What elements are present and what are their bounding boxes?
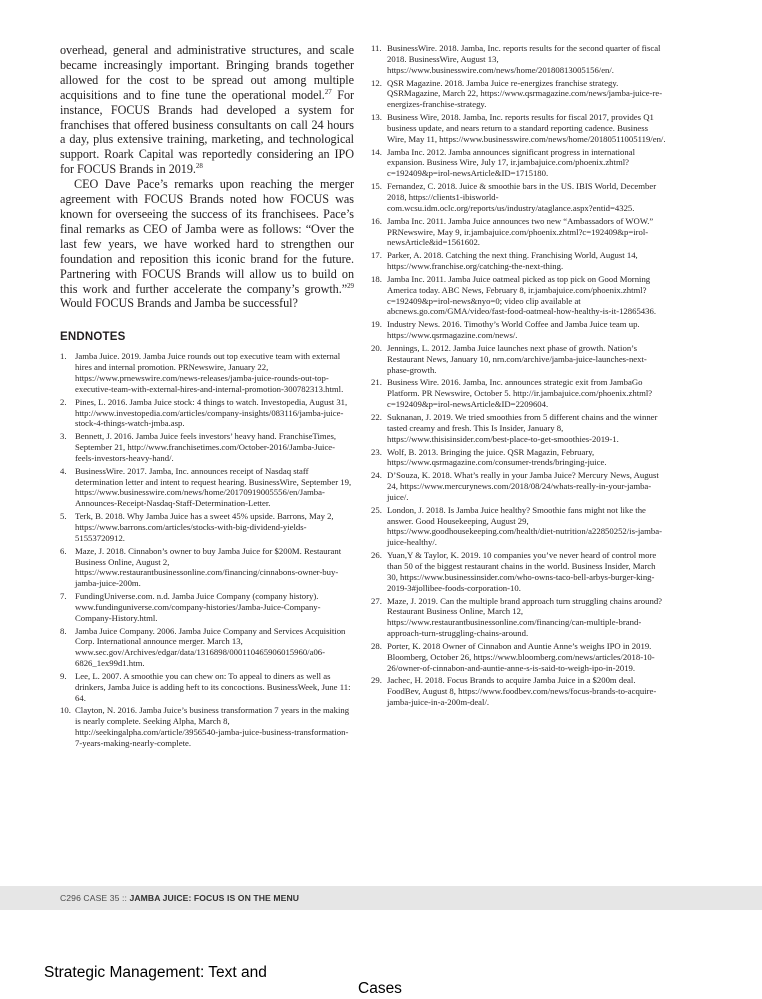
endnote-text: FundingUniverse.com. n.d. Jamba Juice Company (company history). www.fundinguniverse.com/company-histories/Jamba-Juice-Company-Company-History.html. bbox=[75, 591, 321, 623]
endnote-text: Fernandez, C. 2018. Juice & smoothie bars in the US. IBIS World, December 2018, https://clients1-ibisworld-com.wcsu.idm.oclc.org/reports/us/industry/ataglance.aspx?entid=4325. bbox=[387, 181, 657, 213]
endnote-text: Jamba Inc. 2012. Jamba announces significant progress in international expansion. Business Wire, July 17, ir.jambajuice.com/phoenix.zhtml?c=192409&p=irol-newsArticle&ID=1715180. bbox=[387, 146, 636, 179]
endnote-text: Pines, L. 2016. Jamba Juice stock: 4 things to watch. Investopedia, August 31, http://www.investopedia.com/articles/company-insights/083116/jamba-juice-stock-4-things-watch-jmba.asp. bbox=[75, 396, 348, 429]
endnote-item bbox=[372, 641, 666, 674]
endnote-item bbox=[60, 705, 354, 748]
endnote-number: 9. bbox=[60, 670, 67, 681]
endnote-text: Jamba Inc. 2011. Jamba Juice announces two new “Ambassadors of WOW.” PRNewswire, May 9, ir.jambajuice.com/phoenix.zhtml?c=192409&p=irol-newsArticle&id=1561602. bbox=[387, 215, 654, 248]
endnote-number: 15. bbox=[371, 181, 382, 192]
endnote-number: 28. bbox=[371, 640, 382, 651]
endnote-item bbox=[372, 147, 666, 180]
endnote-text: Clayton, N. 2016. Jamba Juice’s business transformation 7 years in the making is nearly complete. Seeking Alpha, March 8, http://seekingalpha.com/article/3956540-jamba-juice-business-transformation-7-years-making-nearly-complete. bbox=[75, 705, 350, 748]
book-title-continued: Cases bbox=[358, 980, 402, 997]
endnote-item bbox=[60, 397, 354, 430]
endnote-number: 6. bbox=[60, 545, 67, 556]
endnote-text: Lee, L. 2007. A smoothie you can chew on: To appeal to diners as well as drinkers, Jamba Juice is adding heft to its concoctions. BusinessWeek, June 11: 64. bbox=[75, 670, 351, 703]
endnote-number: 1. bbox=[60, 351, 67, 362]
endnote-item bbox=[372, 343, 666, 376]
endnote-text: Maze, J. 2019. Can the multiple brand approach turn struggling chains around? Restaurant Business Online, March 12, https://www.restaurantbusinessonline.com/financing/can-multiple-brand-approach-turn-struggling-chains-around. bbox=[387, 595, 663, 639]
endnote-number: 26. bbox=[371, 550, 382, 561]
endnote-item bbox=[372, 412, 666, 445]
endnote-item bbox=[60, 511, 354, 544]
endnote-text: Maze, J. 2018. Cinnabon’s owner to buy Jamba Juice for $200M. Restaurant Business Online, August 2, https://www.restaurantbusinessonline.com/financing/cinnabons-owner-buy-jamba-juice-200m. bbox=[75, 545, 342, 589]
endnote-text: BusinessWire. 2018. Jamba, Inc. reports results for the second quarter of fiscal 2018. BusinessWire, August 13, https://www.businesswire.com/news/home/20180813005156/en/. bbox=[387, 43, 661, 75]
endnote-item bbox=[60, 431, 354, 464]
endnote-item bbox=[372, 216, 666, 249]
body-paragraph: overhead, general and administrative structures, and scale became increasingly important. Bringing brands together allowed for the cost to be spread out among multiple acquisitions and to fine tune the operational model.$^{27}$ For instance, FOCUS Brands had developed a system for franchises that offered business consultants on call 24 hours a day, plus extensive training, marketing, and technological support. Roark Capital was reportedly considering an IPO for FOCUS Brands in 2019.28 bbox=[60, 43, 354, 177]
endnote-item bbox=[60, 591, 354, 624]
endnote-item bbox=[60, 351, 354, 394]
endnote-text: Jamba Juice Company. 2006. Jamba Juice Company and Services Acquisition Corp. International announce merger. March 13, www.sec.gov/Archives/edgar/data/1316898/000110465906015960/a06-6826_1ex99d1.htm. bbox=[75, 625, 346, 669]
endnote-item bbox=[60, 671, 354, 704]
endnote-text: Jennings, L. 2012. Jamba Juice launches next phase of growth. Nation’s Restaurant News, January 10, nrn.com/archive/jamba-juice-launches-next-phase-growth. bbox=[387, 342, 647, 375]
right-column bbox=[372, 43, 666, 710]
endnote-text: London, J. 2018. Is Jamba Juice healthy? Smoothie fans might not like the answer. Good Housekeeping, August 29, https://www.goodhousekeeping.com/health/diet-nutrition/a22850252/is-jamba-juice-healthy/. bbox=[387, 504, 662, 548]
footnote-ref: 29 bbox=[347, 281, 354, 290]
endnotes-list-left bbox=[60, 351, 354, 749]
endnote-number: 18. bbox=[371, 273, 382, 284]
endnote-text: D’Souza, K. 2018. What’s really in your Jamba Juice? Mercury News, August 24, https://www.mercurynews.com/2018/08/24/whats-really-in-your-jamba-juice/. bbox=[387, 470, 659, 502]
endnote-number: 19. bbox=[371, 319, 382, 330]
endnote-number: 5. bbox=[60, 511, 67, 522]
body-paragraph: CEO Dave Pace’s remarks upon reaching the merger agreement with FOCUS Brands noted how FOCUS was known for overseeing the success of its franchisees. Pace’s final remarks as CEO of Jamba were as follows: “Over the last few years, we have worked hard to strengthen our foundation and reposition this iconic brand for the future. Partnering with FOCUS Brands will allow us to build on this work and further accelerate the company’s growth.”$^{29}$ Would FOCUS Brands and Jamba be successful? bbox=[60, 177, 354, 311]
endnote-number: 22. bbox=[371, 412, 382, 422]
endnote-item bbox=[372, 250, 666, 272]
endnote-item bbox=[60, 466, 354, 509]
endnote-text: Suknanan, J. 2019. We tried smoothies from 5 different chains and the winner tasted creamy and fresh. This Is Insider, January 8, https://www.thisisinsider.com/best-place-to-get-smoothies-2019-1. bbox=[387, 412, 658, 444]
endnote-number: 24. bbox=[371, 470, 382, 481]
endnotes-heading: ENDNOTES bbox=[60, 331, 126, 344]
endnote-text: Bennett, J. 2016. Jamba Juice feels investors’ heavy hand. FranchiseTimes, September 21, http://www.franchisetimes.com/October-2016/Jamba-Juice-feels-investors-heavy-hand/. bbox=[75, 431, 337, 463]
endnote-number: 12. bbox=[371, 77, 382, 88]
endnote-item bbox=[372, 447, 666, 469]
endnote-item bbox=[372, 505, 666, 548]
endnote-item bbox=[60, 546, 354, 589]
endnote-item bbox=[372, 78, 666, 111]
endnote-item bbox=[372, 596, 666, 639]
body-text bbox=[60, 43, 354, 311]
endnote-number: 25. bbox=[371, 504, 382, 515]
endnote-item bbox=[60, 626, 354, 669]
footnote-ref: 28 bbox=[195, 162, 203, 171]
endnote-text: Jamba Inc. 2011. Jamba Juice oatmeal picked as top pick on Good Morning America today. ABC News, February 8, ir.jambajuice.com/phoenix.zhtml?c=192409&p=irol-news&nyo=0; video clip available at abcnews.go.com/GMA/video/fast-food-oatmeal-how-healthy-is-it-12865436. bbox=[387, 273, 657, 317]
endnote-text: QSR Magazine. 2018. Jamba Juice re-energizes franchise strategy. QSRMagazine, March 22, https://www.qsrmagazine.com/news/jamba-juice-re-energizes-franchise-strategy. bbox=[387, 77, 663, 110]
endnote-text: Business Wire, 2018. Jamba, Inc. reports results for fiscal 2017, provides Q1 business update, and nears return to a standard reporting cadence. Business Wire, May 11, https://www.businesswire.com/news/home/20180511005119/en/. bbox=[387, 112, 666, 144]
endnote-number: 7. bbox=[60, 591, 67, 602]
running-footer bbox=[60, 893, 299, 903]
endnote-item bbox=[372, 319, 666, 341]
endnote-item bbox=[372, 274, 666, 317]
endnote-number: 8. bbox=[60, 625, 67, 636]
endnote-item bbox=[372, 675, 666, 708]
endnote-text: Yuan,Y & Taylor, K. 2019. 10 companies you’ve never heard of control more than 50 of the biggest restaurant chains in the world. Business Insider, March 30, https://www.businessinsider.com/who-owns-taco-bell-arbys-burger-king-2019-3#jollibee-foods-corporation-10. bbox=[387, 550, 657, 593]
endnote-text: Wolf, B. 2013. Bringing the juice. QSR Magazin, February, https://www.qsrmagazine.com/consumer-trends/bringing-juice. bbox=[387, 446, 607, 468]
endnote-number: 27. bbox=[371, 595, 382, 606]
endnotes-list-right bbox=[372, 43, 666, 708]
endnote-text: Porter, K. 2018 Owner of Cinnabon and Auntie Anne’s weighs IPO in 2019. Bloomberg, October 26, https://www.bloomberg.com/news/articles/2018-10-26/owner-of-cinnabon-and-auntie-anne-s-is-said-to-weigh-ipo-in-2019. bbox=[387, 640, 655, 673]
left-column bbox=[60, 43, 354, 751]
endnote-item bbox=[372, 43, 666, 76]
endnote-number: 21. bbox=[371, 377, 382, 388]
endnote-text: Jachec, H. 2018. Focus Brands to acquire Jamba Juice in a $200m deal. FoodBev, August 8, https://www.foodbev.com/news/focus-brands-to-acquire-jamba-juice-in-a-200m-deal/. bbox=[387, 675, 657, 708]
endnote-number: 20. bbox=[371, 342, 382, 353]
endnote-number: 23. bbox=[371, 446, 382, 457]
case-title: JAMBA JUICE: FOCUS IS ON THE MENU bbox=[129, 893, 300, 903]
endnote-text: Parker, A. 2018. Catching the next thing. Franchising World, August 14, https://www.franchise.org/catching-the-next-thing. bbox=[387, 250, 638, 272]
endnote-number: 29. bbox=[371, 675, 382, 686]
endnote-text: Business Wire. 2016. Jamba, Inc. announces strategic exit from JambaGo Platform. PR Newswire, October 5. http://ir.jambajuice.com/phoenix.zhtml?c=192409&p=irol-newsArticle&ID=2209604. bbox=[387, 377, 653, 410]
endnote-number: 13. bbox=[371, 112, 382, 123]
endnote-item bbox=[372, 181, 666, 214]
footnote-ref: 27 bbox=[324, 87, 332, 96]
page-label: C296 CASE 35 :: bbox=[60, 893, 130, 903]
endnote-number: 16. bbox=[371, 215, 382, 226]
endnote-item bbox=[372, 550, 666, 593]
endnote-number: 10. bbox=[60, 705, 71, 716]
endnote-text: Jamba Juice. 2019. Jamba Juice rounds out top executive team with external hires and internal promotion. PRNewswire, January 22, https://www.prnewswire.com/news-releases/jamba-juice-rounds-out-top-executive-team-with-external-hires-and-internal-promotion-300782313.html. bbox=[75, 351, 344, 394]
endnote-item bbox=[372, 470, 666, 503]
endnote-item bbox=[372, 377, 666, 410]
endnote-item bbox=[372, 112, 666, 145]
endnote-number: 2. bbox=[60, 396, 67, 407]
endnote-text: BusinessWire. 2017. Jamba, Inc. announces receipt of Nasdaq staff determination letter and intent to request hearing. BusinessWire, September 19, https://www.businesswire.com/news/home/20170919005556/en/Jamba-Announces-Receipt-Nasdaq-Staff-Determination-Letter. bbox=[75, 465, 352, 509]
endnote-number: 4. bbox=[60, 465, 67, 476]
endnote-text: Industry News. 2016. Timothy’s World Coffee and Jamba Juice team up. https://www.qsrmagazine.com/news/. bbox=[387, 319, 640, 341]
endnote-number: 17. bbox=[371, 250, 382, 261]
book-title: Strategic Management: Text and bbox=[44, 964, 267, 981]
endnote-number: 14. bbox=[371, 146, 382, 157]
endnote-number: 11. bbox=[371, 43, 382, 53]
endnote-text: Terk, B. 2018. Why Jamba Juice has a sweet 45% upside. Barrons, May 2, https://www.barrons.com/articles/stocks-with-big-dividend-yields-51553720912. bbox=[75, 511, 334, 543]
endnote-number: 3. bbox=[60, 431, 67, 442]
